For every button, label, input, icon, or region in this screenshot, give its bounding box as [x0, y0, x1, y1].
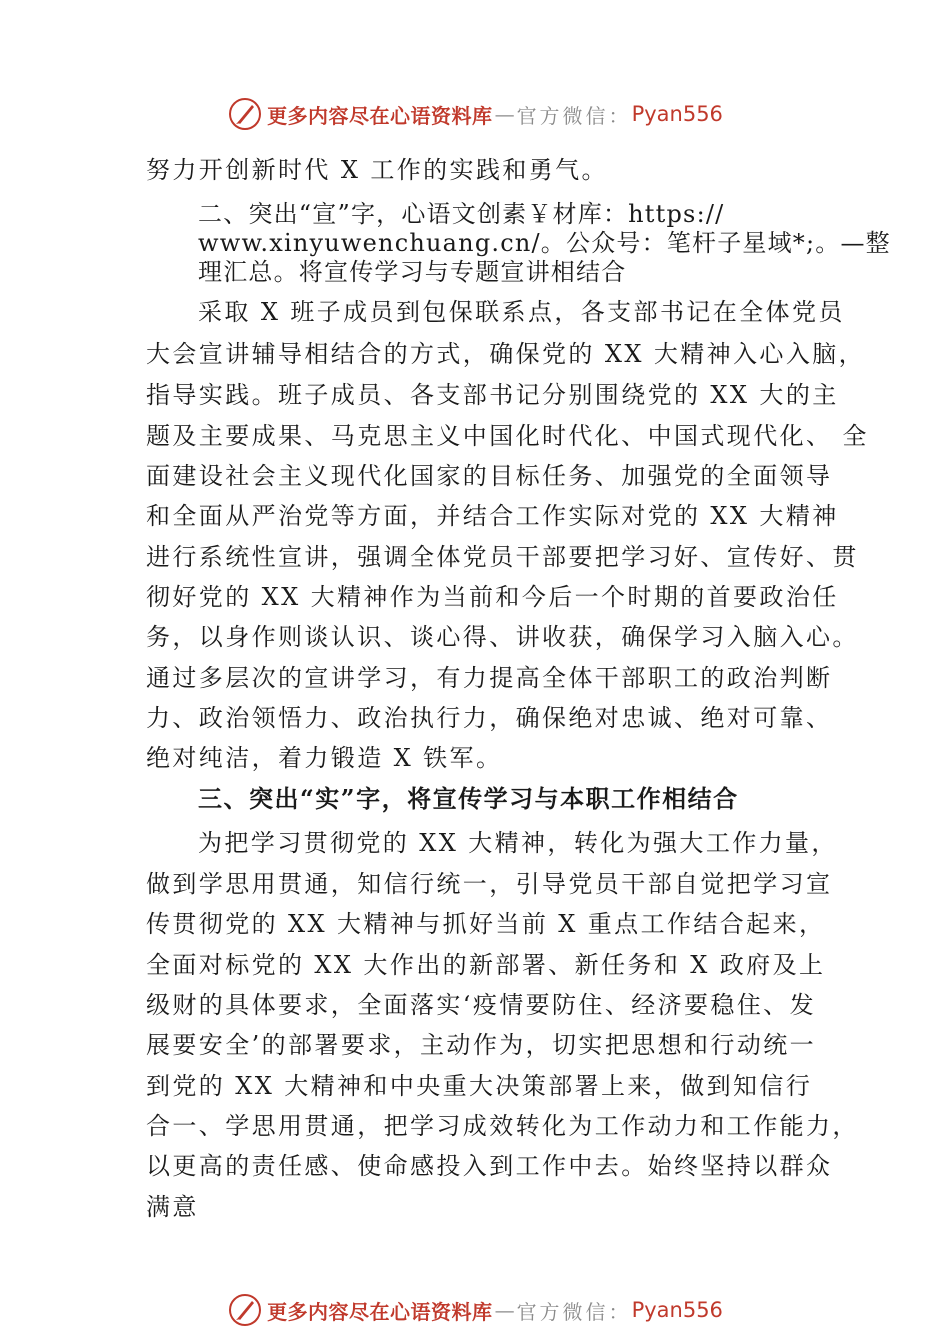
watermark-wechat-label: 官方微信：	[516, 1299, 632, 1324]
paragraph-line: 力、政治领悟力、政治执行力，确保绝对忠诚、绝对可靠、	[146, 704, 833, 732]
paragraph-line: 做到学思用贯通，知信行统一，引导党员干部自觉把学习宣	[146, 870, 833, 898]
section-heading-2-line: 二、突出“宣”字，心语文创素￥材库：https://	[198, 200, 725, 228]
paragraph-line: 通过多层次的宣讲学习，有力提高全体干部职工的政治判断	[146, 664, 833, 692]
watermark-separator: —	[494, 1298, 515, 1322]
paragraph-line: 合一、学思用贯通，把学习成效转化为工作动力和工作能力，	[146, 1112, 859, 1140]
paragraph-line: 和全面从严治党等方面，并结合工作实际对党的 XX 大精神	[146, 502, 839, 530]
paragraph-line: 以更高的责任感、使命感投入到工作中去。始终坚持以群众	[146, 1152, 833, 1180]
watermark-brand: 更多内容尽在心语资料库	[267, 1299, 493, 1324]
paragraph-line: 传贯彻党的 XX 大精神与抓好当前 X 重点工作结合起来，	[146, 910, 826, 938]
paragraph-line: 面建设社会主义现代化国家的目标任务、加强党的全面领导	[146, 462, 833, 490]
paragraph-line: 努力开创新时代 X 工作的实践和勇气。	[146, 156, 608, 184]
paragraph-line: 彻好党的 XX 大精神作为当前和今后一个时期的首要政治任	[146, 583, 839, 611]
paragraph-line: 题及主要成果、马克思主义中国化时代化、中国式现代化、 全	[146, 422, 869, 450]
paragraph-line: 指导实践。班子成员、各支部书记分别围绕党的 XX 大的主	[146, 381, 839, 409]
paragraph-line: 绝对纯洁，着力锻造 X 铁军。	[146, 744, 503, 772]
watermark-brand: 更多内容尽在心语资料库	[267, 103, 493, 128]
watermark-footer	[0, 1290, 950, 1330]
watermark-header	[0, 94, 950, 134]
logo-icon	[227, 96, 263, 132]
paragraph-line: 到党的 XX 大精神和中央重大决策部署上来，做到知信行	[146, 1072, 813, 1100]
logo-icon	[227, 1292, 263, 1328]
watermark-wechat-label: 官方微信：	[516, 103, 632, 128]
section-heading-2-line: www.xinyuwenchuang.cn/。公众号：笔杆子星域*;。—整	[198, 229, 891, 257]
paragraph-line: 满意	[146, 1193, 199, 1221]
paragraph-line: 大会宣讲辅导相结合的方式，确保党的 XX 大精神入心入脑，	[146, 340, 866, 368]
watermark-account: Pyan556	[631, 1298, 723, 1322]
paragraph-line: 进行系统性宣讲，强调全体党员干部要把学习好、宣传好、贯	[146, 543, 859, 571]
paragraph-line: 展要安全’的部署要求，主动作为，切实把思想和行动统一	[146, 1031, 817, 1059]
watermark-separator: —	[494, 102, 515, 126]
paragraph-line: 全面对标党的 XX 大作出的新部署、新任务和 X 政府及上	[146, 951, 826, 979]
section-heading-2-line: 理汇总。将宣传学习与专题宣讲相结合	[198, 258, 627, 286]
paragraph-line: 级财的具体要求，全面落实‘疫情要防住、经济要稳住、发	[146, 991, 817, 1019]
watermark-account: Pyan556	[631, 102, 723, 126]
paragraph-line: 为把学习贯彻党的 XX 大精神，转化为强大工作力量，	[198, 829, 838, 857]
paragraph-line: 采取 X 班子成员到包保联系点，各支部书记在全体党员	[198, 298, 845, 326]
paragraph-line: 务，以身作则谈认识、谈心得、讲收获，确保学习入脑入心。	[146, 623, 859, 651]
section-heading-3: 三、突出“实”字，将宣传学习与本职工作相结合	[198, 784, 739, 813]
